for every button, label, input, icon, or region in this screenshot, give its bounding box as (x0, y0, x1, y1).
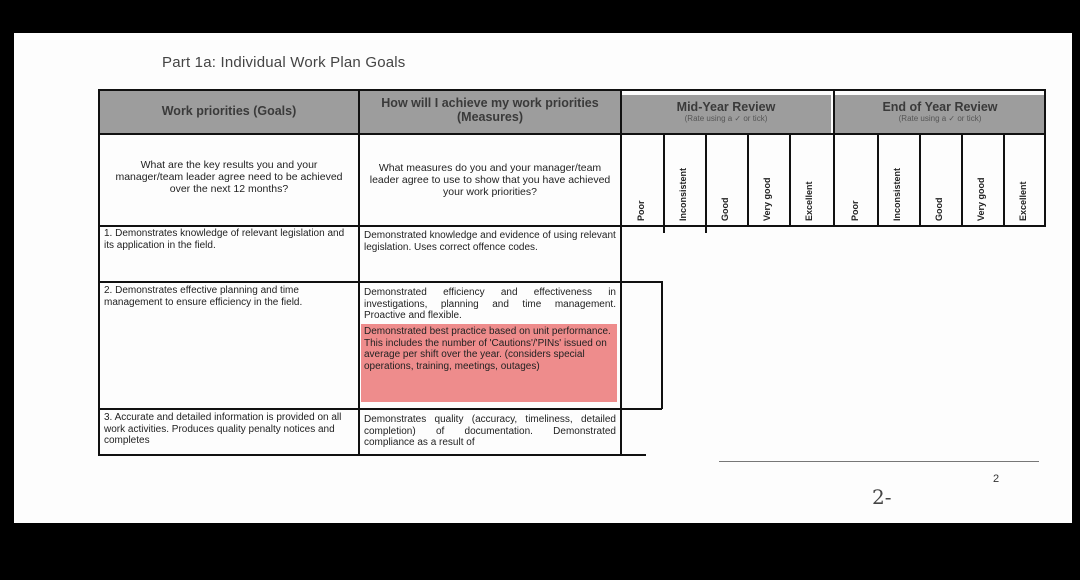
measure-row-1: Demonstrated knowledge and evidence of using relevant legislation. Uses correct offence codes. (364, 230, 616, 253)
rule-row1 (98, 225, 1046, 227)
header-goals (99, 90, 359, 133)
rating-column-rule (1003, 134, 1005, 226)
header-end-year (835, 95, 1045, 133)
rule-bottom (98, 454, 646, 456)
rule-measure-rating (620, 89, 622, 455)
end-year-rating-inconsistent: Inconsistent (892, 167, 902, 221)
header-end-year-sub: (Rate using a ✓ or tick) (898, 114, 982, 123)
rule-row3 (98, 408, 662, 410)
rule-left (98, 89, 100, 455)
mid-year-rating-inconsistent: Inconsistent (678, 167, 688, 221)
mid-year-rating-good: Good (720, 197, 730, 221)
rule-torn-edge (719, 461, 1039, 462)
header-measures-label: How will I achieve my work priorities (Measures) (381, 96, 599, 124)
blank-area (663, 233, 1043, 461)
rule-header (98, 133, 1046, 135)
document-page (14, 33, 1072, 523)
rating-column-rule (961, 134, 963, 226)
measure-row-2: Demonstrated efficiency and effectiveness in investigations, planning and time management. Proactive and flexible. (364, 287, 616, 321)
rule-mid-end (833, 89, 835, 226)
goal-row-3: 3. Accurate and detailed information is provided on all work activities. Produces quality penalty notices and completes (104, 412, 342, 446)
header-goals-label: Work priorities (Goals) (161, 104, 297, 118)
header-mid-year-label: Mid-Year Review (676, 100, 776, 114)
end-year-rating-good: Good (934, 197, 944, 221)
goal-row-2: 2. Demonstrates effective planning and time management to ensure efficiency in the field. (104, 285, 303, 308)
goal-row-1: 1. Demonstrates knowledge of relevant legislation and its application in the field. (104, 228, 345, 251)
handwritten-mark: 2- (872, 485, 892, 509)
rating-column-rule (919, 134, 921, 226)
end-year-rating-excellent: Excellent (1018, 181, 1028, 221)
question-measures: What measures do you and your manager/team leader agree to use to show that you have achieved your work priorities? (369, 162, 611, 198)
measure-row-3: Demonstrates quality (accuracy, timeliness, detailed completion) of documentation. Demonstrated compliance as a result of (364, 414, 616, 448)
question-goals: What are the key results you and your manager/team leader agree need to be achieved over the next 12 months? (115, 159, 343, 195)
header-measures (359, 90, 621, 133)
header-end-year-label: End of Year Review (882, 100, 998, 114)
rule-row2 (98, 281, 662, 283)
page-title: Part 1a: Individual Work Plan Goals (162, 54, 406, 71)
mid-year-rating-very-good: Very good (762, 177, 772, 221)
rating-column-rule (789, 134, 791, 226)
rating-column-rule (747, 134, 749, 226)
end-year-rating-very-good: Very good (976, 177, 986, 221)
measure-row-2-highlight: Demonstrated best practice based on unit performance. This includes the number of 'Cautions'/'PINs' issued on average per shift over the year. (considers special operations, training, meetings, outages) (361, 324, 617, 402)
mid-year-rating-excellent: Excellent (804, 181, 814, 221)
header-mid-year (621, 95, 831, 133)
mid-year-rating-poor: Poor (636, 200, 646, 221)
rule-right (1044, 89, 1046, 226)
end-year-rating-poor: Poor (850, 200, 860, 221)
page-number: 2 (993, 473, 1000, 485)
rating-column-rule (877, 134, 879, 226)
header-mid-year-sub: (Rate using a ✓ or tick) (684, 114, 768, 123)
rule-goal-measure (358, 89, 360, 455)
rule-top (98, 89, 1046, 91)
